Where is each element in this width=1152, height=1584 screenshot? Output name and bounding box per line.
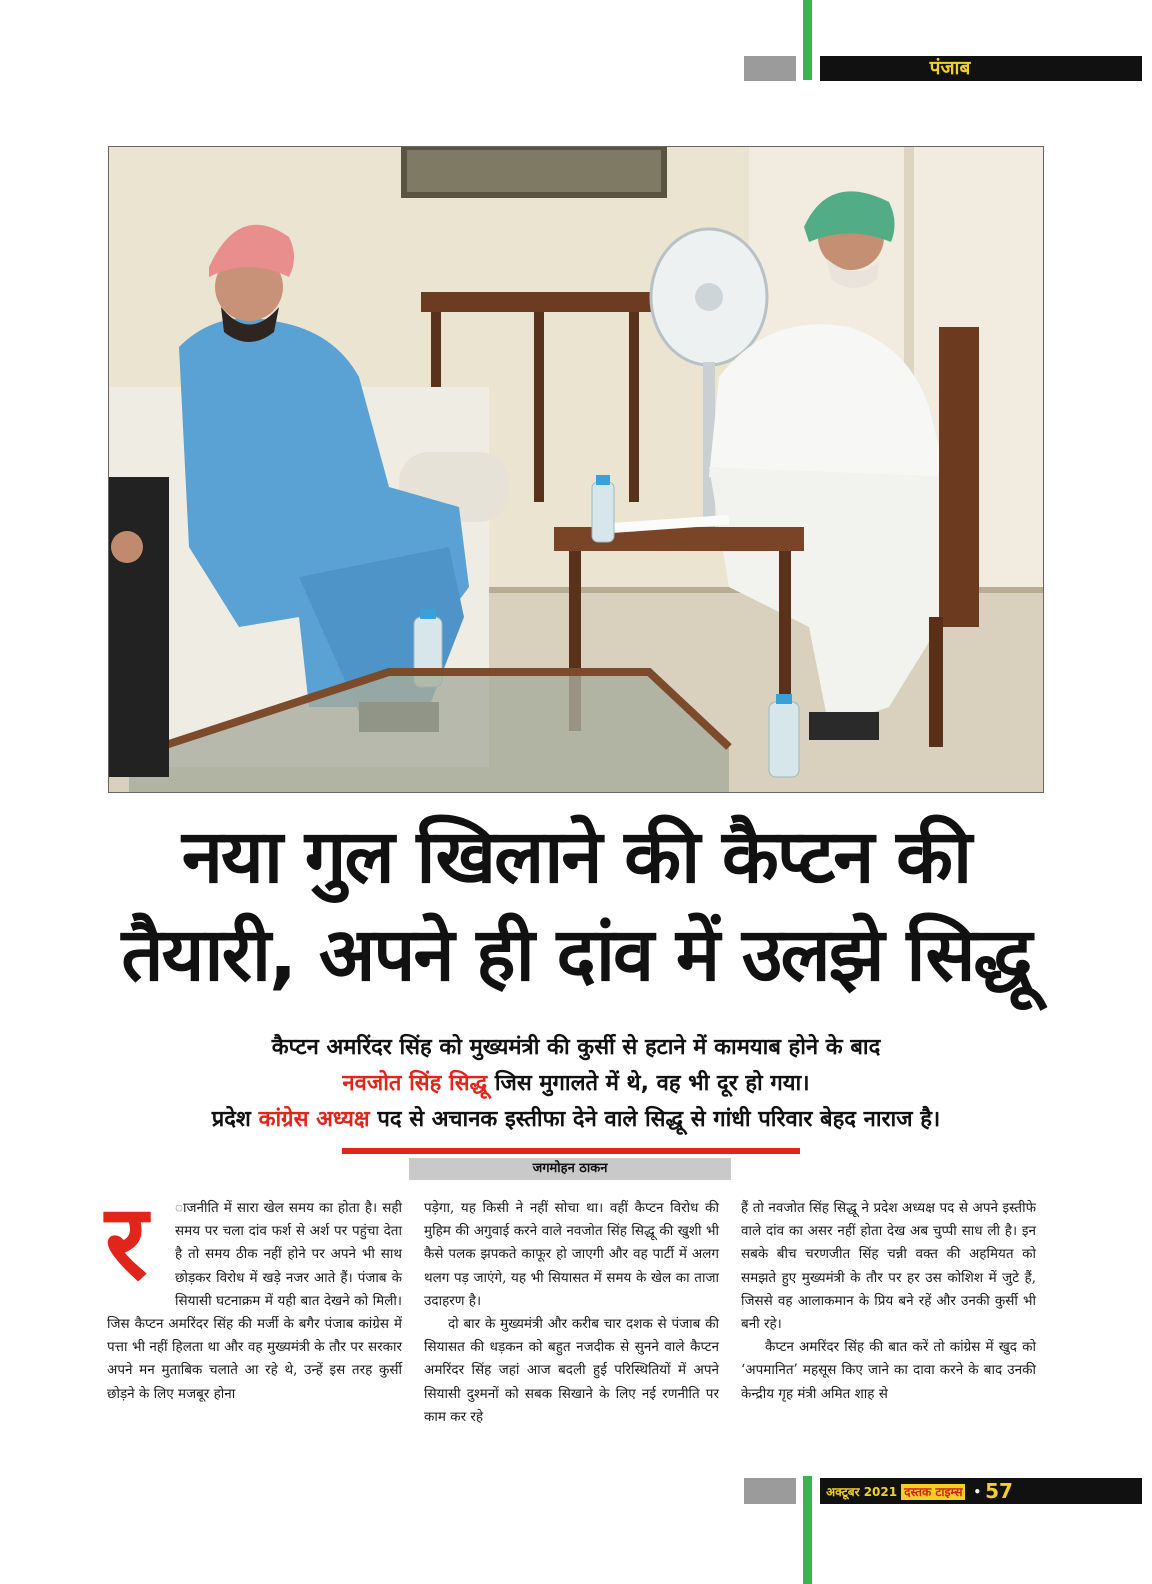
dropcap: र [105,1181,148,1303]
deck-highlight-post: कांग्रेस अध्यक्ष [258,1107,370,1132]
red-divider [342,1148,800,1154]
deck-line-3 [80,1102,1072,1138]
green-rule-bottom [803,1476,812,1584]
body-paragraph: दो बार के मुख्यमंत्री और करीब चार दशक से पंजाब की सियासत की धड़कन को बहुत नजदीक से सुनने वाले कैप्टन अमरिंदर सिंह जहां आज बदली हुई परिस्थितियों में अपने सियासी दुश्मनों को सबक सिखाने के लिए नई रणनीति पर काम कर रहे [424,1316,719,1425]
section-label: पंजाब [929,57,971,79]
deck-line-2-rest: जिस मुगालते में थे, वह भी दूर हो गया। [487,1071,810,1096]
headline-line-2: तैयारी, अपने ही दांव में उलझे सिद्धू [121,912,1031,998]
green-rule-top [803,0,812,80]
header-gray-block [744,56,796,81]
article-photo [108,146,1044,793]
deck-highlight-name: नवजोत सिंह सिद्धू [342,1071,488,1096]
body-column-1 [105,1181,402,1406]
page-number: 57 [985,1479,1013,1503]
body-paragraph: कैप्टन अमरिंदर सिंह की बात करें तो कांग्रेस में खुद को ‘अपमानित’ महसूस किए जाने का दावा करने के बाद उनकी केन्द्रीय गृह मंत्री अमित शाह से [741,1339,1036,1402]
body-paragraph: पड़ेगा, यह किसी ने नहीं सोचा था। वहीं कैप्टन विरोध की मुहिम की अगुवाई करने वाले नवजोत सिंह सिद्धू की खुशी भी कैसे पलक झपकते काफूर हो जाएगी और वह पार्टी में अलग थलग पड़ जाएंगे, यह भी सियासत में समय के खेल का ताजा उदाहरण है। [424,1200,719,1309]
body-column-3 [741,1197,1036,1406]
deck-line-2 [80,1066,1072,1102]
byline: जगमोहन ठाकन [409,1158,731,1180]
deck-line-1: कैप्टन अमरिंदर सिंह को मुख्यमंत्री की कुर्सी से हटाने में कामयाब होने के बाद [271,1035,881,1060]
deck-line-3-start: प्रदेश [211,1107,259,1132]
headline [60,808,1092,1004]
issue-date: अक्टूबर 2021 [826,1485,898,1499]
footer-gray-block [744,1478,796,1504]
deck [80,1030,1072,1138]
body-paragraph: ाजनीति में सारा खेल समय का होता है। सही समय पर चला दांव फर्श से अर्श पर पहुंचा देता है तो समय ठीक नहीं होने पर अपने भी साथ छोड़कर विरोध में खड़े नजर आते हैं। पंजाब के सियासी घटनाक्रम में यही बात देखने को मिली। जिस कैप्टन अमरिंदर सिंह की मर्जी के बगैर पंजाब कांग्रेस में पत्ता भी नहीं हिलता था और वह मुख्यमंत्री के तौर पर सरकार अपने मन मुताबिक चलाते आ रहे थे, उन्हें इस तरह कुर्सी छोड़ने के लिए मजबूर होना [107,1200,402,1402]
body-paragraph: हैं तो नवजोत सिंह सिद्धू ने प्रदेश अध्यक्ष पद से अपने इस्तीफे वाले दांव का असर नहीं होता देख अब चुप्पी साध ली है। इन सबके बीच चरणजीत सिंह चन्नी वक्त की अहमियत को समझते हुए मुख्यमंत्री के तौर पर हर उस कोशिश में जुटे हैं, जिससे वह आलाकमान के प्रिय बने रहें और उनकी कुर्सी भी बनी रहे। [741,1200,1036,1333]
deck-line-3-rest: पद से अचानक इस्तीफा देने वाले सिद्धू से गांधी परिवार बेहद नाराज है। [369,1107,941,1132]
footer-separator: • [973,1485,982,1499]
photo-illustration [109,147,1043,792]
body-column-2 [424,1197,719,1429]
magazine-logo: दस्तक टाइम्स [901,1484,965,1500]
headline-line-1: नया गुल खिलाने की कैप्टन की [181,814,971,900]
footer-info [826,1478,1013,1504]
